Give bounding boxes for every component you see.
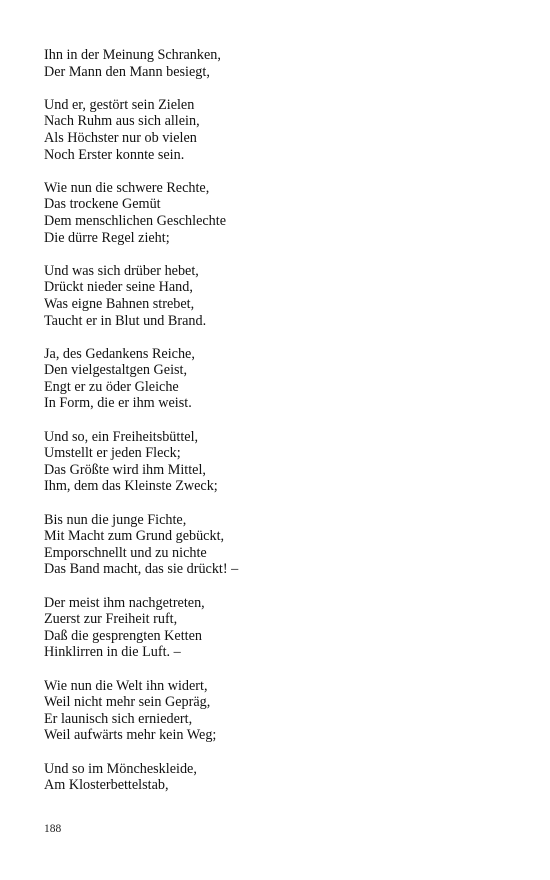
verse-line: Was eigne Bahnen strebet, [44,295,195,312]
verse-line: Der meist ihm nachgetreten, [44,594,205,611]
verse-line: Ihm, dem das Kleinste Zweck; [44,478,218,495]
stanza-10 [44,761,514,794]
stanza-1 [44,47,514,80]
verse-line: Die dürre Regel zieht; [44,229,170,246]
stanza-2 [44,97,514,163]
verse-line: Und so im Möncheskleide, [44,760,197,777]
stanza-5 [44,346,514,412]
verse-line: Ja, des Gedankens Reiche, [44,345,195,362]
verse-line: Weil nicht mehr sein Gepräg, [44,694,211,711]
stanza-8 [44,595,514,661]
verse-line: Zuerst zur Freiheit ruft, [44,611,178,628]
verse-line: Am Klosterbettelstab, [44,777,169,794]
verse-line: Nach Ruhm aus sich allein, [44,113,200,130]
verse-line: Daß die gesprengten Ketten [44,627,202,644]
verse-line: Hinklirren in die Luft. – [44,644,181,661]
stanza-9 [44,678,514,744]
verse-line: Noch Erster konnte sein. [44,146,185,163]
verse-line: Und was sich drüber hebet, [44,262,199,279]
verse-line: Das Größte wird ihm Mittel, [44,461,206,478]
verse-line: Und er, gestört sein Zielen [44,96,195,113]
verse-line: Taucht er in Blut und Brand. [44,312,207,329]
verse-line: Drückt nieder seine Hand, [44,279,193,296]
stanza-4 [44,263,514,329]
stanza-7 [44,512,514,578]
verse-line: Umstellt er jeden Fleck; [44,445,181,462]
verse-line: Ihn in der Meinung Schranken, [44,47,221,63]
verse-line: Mit Macht zum Grund gebückt, [44,528,225,545]
verse-line: In Form, die er ihm weist. [44,395,192,412]
verse-line: Dem menschlichen Geschlechte [44,212,226,229]
verse-line: Den vielgestaltgen Geist, [44,362,188,379]
verse-line: Bis nun die junge Fichte, [44,511,187,528]
verse-line: Wie nun die schwere Rechte, [44,179,210,196]
verse-line: Und so, ein Freiheitsbüttel, [44,428,199,445]
verse-line: Das Band macht, das sie drückt! – [44,561,239,578]
stanza-6 [44,429,514,495]
poem-body [44,47,514,810]
verse-line: Engt er zu öder Gleiche [44,378,179,395]
stanza-3 [44,180,514,246]
verse-line: Als Höchster nur ob vielen [44,129,197,146]
verse-line: Emporschnellt und zu nichte [44,544,207,561]
page-number: 188 [44,823,62,835]
verse-line: Der Mann den Mann besiegt, [44,63,210,80]
verse-line: Wie nun die Welt ihn widert, [44,677,208,694]
verse-line: Er launisch sich erniedert, [44,710,193,727]
verse-line: Das trockene Gemüt [44,196,161,213]
verse-line: Weil aufwärts mehr kein Weg; [44,727,217,744]
